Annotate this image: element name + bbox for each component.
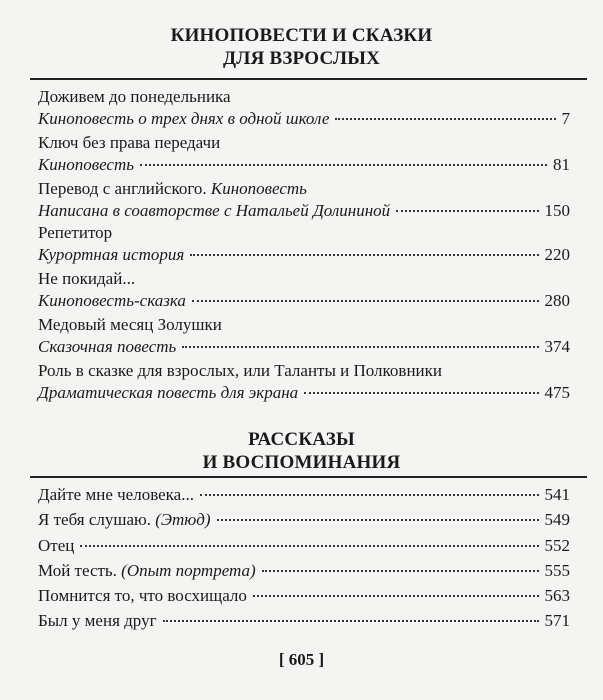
entry-title-text: Дайте мне человека... [38, 485, 194, 504]
toc-entry [38, 178, 570, 222]
entry-title [38, 585, 247, 607]
page-number: 374 [544, 337, 570, 356]
entry-title-text: Перевод с английского. [38, 179, 207, 198]
entry-title [38, 610, 157, 632]
leader-dots [396, 210, 538, 212]
section-title-novellas [0, 24, 603, 70]
leader-dots [80, 545, 538, 547]
entry-title [38, 560, 256, 582]
leader-dots [217, 519, 539, 521]
page-number: 150 [544, 201, 570, 220]
leader-dots [192, 300, 539, 302]
section-rule [30, 476, 587, 478]
toc-entry [38, 360, 570, 404]
entry-subtitle: Драматическая повесть для экрана [38, 383, 299, 402]
leader-dots [200, 494, 539, 496]
toc-entry [38, 585, 570, 607]
entry-subtitle: Написана в соавторстве с Натальей Долининой [38, 201, 391, 220]
entry-title [38, 484, 194, 506]
section-title-stories [0, 428, 603, 474]
page-number: 220 [544, 245, 570, 264]
toc-entry [38, 86, 570, 130]
page-number: 541 [544, 485, 570, 504]
page-number: 549 [544, 510, 570, 529]
entry-title: Доживем до понедельника [38, 87, 231, 106]
toc-entry [38, 314, 570, 358]
leader-dots [163, 620, 539, 622]
toc-entry [38, 535, 570, 557]
entry-title: Не покидай... [38, 269, 136, 288]
entry-title: Репетитор [38, 223, 113, 242]
entry-title-italic: (Опыт портрета) [121, 561, 256, 580]
entry-title [38, 509, 211, 531]
entry-subtitle: Киноповесть [38, 155, 134, 174]
section-title-line: КИНОПОВЕСТИ И СКАЗКИ [170, 25, 433, 46]
entry-title: Медовый месяц Золушки [38, 315, 222, 334]
page-number: 81 [553, 155, 570, 174]
entry-title: Роль в сказке для взрослых, или Таланты и Полковники [38, 361, 442, 380]
toc-entry [38, 560, 570, 582]
section-title-line: И ВОСПОМИНАНИЯ [202, 452, 401, 473]
toc-entry [38, 484, 570, 506]
page-number: 475 [544, 383, 570, 402]
entry-title-text: Я тебя слушаю. [38, 510, 151, 529]
page-number: 280 [544, 291, 570, 310]
entry-subtitle: Киноповесть о трех днях в одной школе [38, 109, 330, 128]
toc-entry [38, 222, 570, 266]
page-number: 552 [544, 536, 570, 555]
entry-title-text: Отец [38, 536, 75, 555]
entry-title-italic: Киноповесть [210, 179, 307, 198]
leader-dots [190, 254, 538, 256]
leader-dots [140, 164, 547, 166]
entry-subtitle: Киноповесть-сказка [38, 291, 186, 310]
leader-dots [253, 595, 539, 597]
page-folio: [ 605 ] [278, 650, 325, 669]
section-rule [30, 78, 587, 80]
entry-title [38, 535, 74, 557]
leader-dots [304, 392, 538, 394]
section-title-line: РАССКАЗЫ [248, 429, 355, 450]
entry-subtitle: Сказочная повесть [38, 337, 177, 356]
toc-entry [38, 509, 570, 531]
entry-title-text: Был у меня друг [38, 611, 157, 630]
leader-dots [335, 118, 555, 120]
toc-entry [38, 268, 570, 312]
entry-title [38, 178, 570, 200]
toc-entry [38, 610, 570, 632]
leader-dots [262, 570, 539, 572]
entry-title-text: Мой тесть. [38, 561, 117, 580]
leader-dots [182, 346, 538, 348]
entry-title-italic: (Этюд) [155, 510, 211, 529]
entry-subtitle: Курортная история [38, 245, 185, 264]
entry-title-text: Помнится то, что восхищало [38, 586, 247, 605]
page-number: 571 [544, 611, 570, 630]
section-title-line: ДЛЯ ВЗРОСЛЫХ [222, 48, 381, 69]
page-number: 7 [561, 109, 570, 128]
page-number: 563 [544, 586, 570, 605]
entry-title: Ключ без права передачи [38, 133, 221, 152]
page-number: 555 [544, 561, 570, 580]
toc-entry [38, 132, 570, 176]
